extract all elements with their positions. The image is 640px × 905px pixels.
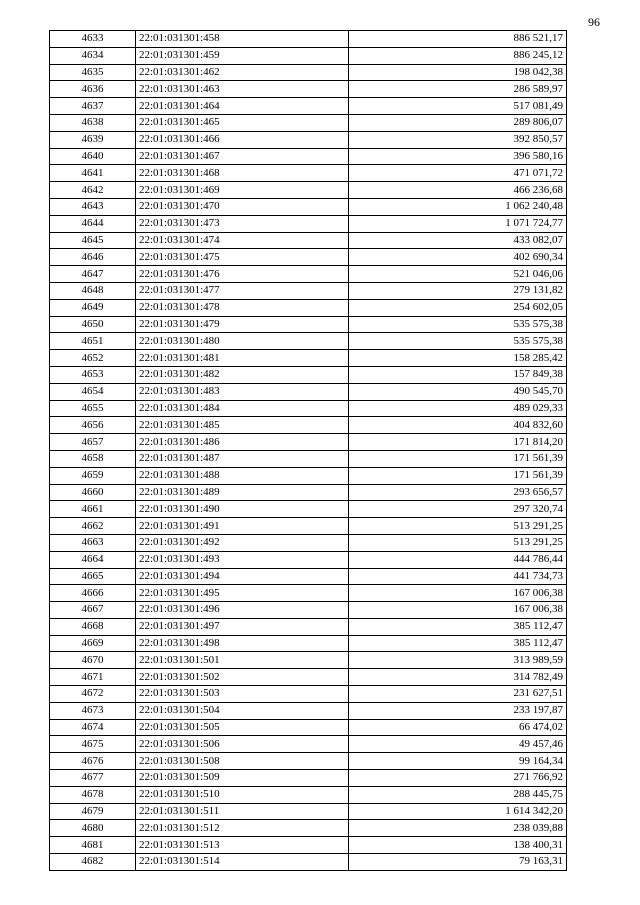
table-row	[50, 635, 567, 652]
cadastral-number-cell: 22:01:031301:479	[136, 316, 349, 333]
cadastral-number-cell: 22:01:031301:484	[136, 400, 349, 417]
cadastral-value-cell: 404 832,60	[349, 417, 567, 434]
row-number-cell: 4635	[50, 64, 136, 81]
row-number-cell: 4682	[50, 854, 136, 871]
cadastral-value-cell: 396 580,16	[349, 148, 567, 165]
cadastral-value-cell: 198 042,38	[349, 64, 567, 81]
row-number-cell: 4680	[50, 820, 136, 837]
cadastral-number-cell: 22:01:031301:462	[136, 64, 349, 81]
table-row	[50, 114, 567, 131]
cadastral-number-cell: 22:01:031301:514	[136, 854, 349, 871]
table-row	[50, 518, 567, 535]
cadastral-number-cell: 22:01:031301:497	[136, 618, 349, 635]
row-number-cell: 4674	[50, 719, 136, 736]
table-row	[50, 618, 567, 635]
table-row	[50, 803, 567, 820]
row-number-cell: 4678	[50, 786, 136, 803]
row-number-cell: 4675	[50, 736, 136, 753]
cadastral-number-cell: 22:01:031301:491	[136, 518, 349, 535]
cadastral-number-cell: 22:01:031301:511	[136, 803, 349, 820]
cadastral-value-cell: 289 806,07	[349, 114, 567, 131]
row-number-cell: 4666	[50, 585, 136, 602]
cadastral-value-cell: 490 545,70	[349, 383, 567, 400]
table-row	[50, 182, 567, 199]
row-number-cell: 4667	[50, 602, 136, 619]
table-row	[50, 47, 567, 64]
table-row	[50, 64, 567, 81]
row-number-cell: 4637	[50, 98, 136, 115]
row-number-cell: 4669	[50, 635, 136, 652]
row-number-cell: 4652	[50, 350, 136, 367]
table-row	[50, 702, 567, 719]
row-number-cell: 4640	[50, 148, 136, 165]
table-row	[50, 736, 567, 753]
cadastral-number-cell: 22:01:031301:490	[136, 501, 349, 518]
table-row	[50, 467, 567, 484]
cadastral-value-cell: 1 062 240,48	[349, 198, 567, 215]
row-number-cell: 4681	[50, 837, 136, 854]
cadastral-number-cell: 22:01:031301:470	[136, 198, 349, 215]
cadastral-value-cell: 254 602,05	[349, 299, 567, 316]
cadastral-value-cell: 444 786,44	[349, 551, 567, 568]
cadastral-number-cell: 22:01:031301:469	[136, 182, 349, 199]
table-row	[50, 501, 567, 518]
table-row	[50, 383, 567, 400]
table-row	[50, 98, 567, 115]
cadastral-number-cell: 22:01:031301:501	[136, 652, 349, 669]
cadastral-value-cell: 441 734,73	[349, 568, 567, 585]
row-number-cell: 4677	[50, 770, 136, 787]
table-row	[50, 770, 567, 787]
cadastral-value-cell: 1 071 724,77	[349, 215, 567, 232]
cadastral-number-cell: 22:01:031301:494	[136, 568, 349, 585]
row-number-cell: 4644	[50, 215, 136, 232]
cadastral-number-cell: 22:01:031301:463	[136, 81, 349, 98]
table-row	[50, 484, 567, 501]
cadastral-value-cell: 271 766,92	[349, 770, 567, 787]
cadastral-number-cell: 22:01:031301:506	[136, 736, 349, 753]
cadastral-number-cell: 22:01:031301:480	[136, 333, 349, 350]
cadastral-value-cell: 157 849,38	[349, 366, 567, 383]
cadastral-value-cell: 1 614 342,20	[349, 803, 567, 820]
table-row	[50, 282, 567, 299]
cadastral-number-cell: 22:01:031301:496	[136, 602, 349, 619]
cadastral-number-cell: 22:01:031301:459	[136, 47, 349, 64]
cadastral-number-cell: 22:01:031301:505	[136, 719, 349, 736]
cadastral-number-cell: 22:01:031301:504	[136, 702, 349, 719]
table-row	[50, 786, 567, 803]
cadastral-value-cell: 313 989,59	[349, 652, 567, 669]
table-row	[50, 165, 567, 182]
cadastral-number-cell: 22:01:031301:487	[136, 450, 349, 467]
cadastral-number-cell: 22:01:031301:483	[136, 383, 349, 400]
table-row	[50, 585, 567, 602]
cadastral-number-cell: 22:01:031301:498	[136, 635, 349, 652]
cadastral-value-cell: 171 561,39	[349, 467, 567, 484]
cadastral-value-cell: 79 163,31	[349, 854, 567, 871]
row-number-cell: 4653	[50, 366, 136, 383]
row-number-cell: 4642	[50, 182, 136, 199]
cadastral-number-cell: 22:01:031301:475	[136, 249, 349, 266]
cadastral-value-cell: 517 081,49	[349, 98, 567, 115]
table-row	[50, 686, 567, 703]
table-row	[50, 266, 567, 283]
row-number-cell: 4657	[50, 434, 136, 451]
cadastral-value-cell: 513 291,25	[349, 534, 567, 551]
row-number-cell: 4670	[50, 652, 136, 669]
cadastral-value-cell: 392 850,57	[349, 131, 567, 148]
row-number-cell: 4655	[50, 400, 136, 417]
table-row	[50, 417, 567, 434]
table-row	[50, 249, 567, 266]
row-number-cell: 4646	[50, 249, 136, 266]
cadastral-number-cell: 22:01:031301:508	[136, 753, 349, 770]
row-number-cell: 4647	[50, 266, 136, 283]
row-number-cell: 4659	[50, 467, 136, 484]
cadastral-value-cell: 466 236,68	[349, 182, 567, 199]
page-number: 96	[588, 15, 600, 29]
cadastral-value-cell: 886 245,12	[349, 47, 567, 64]
cadastral-value-cell: 286 589,97	[349, 81, 567, 98]
cadastral-number-cell: 22:01:031301:468	[136, 165, 349, 182]
cadastral-value-cell: 279 131,82	[349, 282, 567, 299]
table-row	[50, 131, 567, 148]
cadastral-number-cell: 22:01:031301:488	[136, 467, 349, 484]
row-number-cell: 4641	[50, 165, 136, 182]
row-number-cell: 4664	[50, 551, 136, 568]
cadastral-number-cell: 22:01:031301:493	[136, 551, 349, 568]
table-row	[50, 81, 567, 98]
cadastral-number-cell: 22:01:031301:478	[136, 299, 349, 316]
table-body	[50, 31, 567, 871]
table-row	[50, 350, 567, 367]
table-row	[50, 198, 567, 215]
cadastral-number-cell: 22:01:031301:474	[136, 232, 349, 249]
table-row	[50, 316, 567, 333]
row-number-cell: 4654	[50, 383, 136, 400]
row-number-cell: 4649	[50, 299, 136, 316]
table-row	[50, 534, 567, 551]
table-row	[50, 148, 567, 165]
cadastral-number-cell: 22:01:031301:502	[136, 669, 349, 686]
cadastral-number-cell: 22:01:031301:489	[136, 484, 349, 501]
cadastral-value-cell: 138 400,31	[349, 837, 567, 854]
cadastral-value-table	[49, 30, 567, 871]
row-number-cell: 4656	[50, 417, 136, 434]
cadastral-number-cell: 22:01:031301:509	[136, 770, 349, 787]
row-number-cell: 4663	[50, 534, 136, 551]
cadastral-value-cell: 238 039,88	[349, 820, 567, 837]
table-row	[50, 753, 567, 770]
table-row	[50, 434, 567, 451]
cadastral-value-cell: 314 782,49	[349, 669, 567, 686]
cadastral-value-cell: 385 112,47	[349, 618, 567, 635]
row-number-cell: 4645	[50, 232, 136, 249]
table-row	[50, 400, 567, 417]
cadastral-number-cell: 22:01:031301:466	[136, 131, 349, 148]
cadastral-number-cell: 22:01:031301:467	[136, 148, 349, 165]
cadastral-value-cell: 167 006,38	[349, 602, 567, 619]
row-number-cell: 4648	[50, 282, 136, 299]
cadastral-value-cell: 433 082,07	[349, 232, 567, 249]
cadastral-value-cell: 233 197,87	[349, 702, 567, 719]
table-row	[50, 568, 567, 585]
cadastral-number-cell: 22:01:031301:492	[136, 534, 349, 551]
cadastral-value-cell: 293 656,57	[349, 484, 567, 501]
row-number-cell: 4661	[50, 501, 136, 518]
cadastral-value-cell: 535 575,38	[349, 333, 567, 350]
cadastral-number-cell: 22:01:031301:464	[136, 98, 349, 115]
table-row	[50, 837, 567, 854]
row-number-cell: 4676	[50, 753, 136, 770]
row-number-cell: 4650	[50, 316, 136, 333]
table-row	[50, 232, 567, 249]
cadastral-number-cell: 22:01:031301:510	[136, 786, 349, 803]
cadastral-value-cell: 886 521,17	[349, 31, 567, 48]
cadastral-value-cell: 171 814,20	[349, 434, 567, 451]
cadastral-value-cell: 471 071,72	[349, 165, 567, 182]
cadastral-value-cell: 167 006,38	[349, 585, 567, 602]
table-row	[50, 215, 567, 232]
cadastral-number-cell: 22:01:031301:465	[136, 114, 349, 131]
table-row	[50, 333, 567, 350]
table-row	[50, 31, 567, 48]
cadastral-value-cell: 513 291,25	[349, 518, 567, 535]
table-row	[50, 719, 567, 736]
table-row	[50, 854, 567, 871]
table-row	[50, 652, 567, 669]
cadastral-number-cell: 22:01:031301:503	[136, 686, 349, 703]
cadastral-number-cell: 22:01:031301:512	[136, 820, 349, 837]
cadastral-number-cell: 22:01:031301:513	[136, 837, 349, 854]
table-row	[50, 669, 567, 686]
row-number-cell: 4633	[50, 31, 136, 48]
cadastral-value-cell: 489 029,33	[349, 400, 567, 417]
cadastral-value-cell: 171 561,39	[349, 450, 567, 467]
cadastral-value-cell: 49 457,46	[349, 736, 567, 753]
table-row	[50, 551, 567, 568]
cadastral-value-cell: 402 690,34	[349, 249, 567, 266]
row-number-cell: 4668	[50, 618, 136, 635]
cadastral-value-cell: 99 164,34	[349, 753, 567, 770]
table-row	[50, 299, 567, 316]
row-number-cell: 4660	[50, 484, 136, 501]
table-row	[50, 820, 567, 837]
row-number-cell: 4665	[50, 568, 136, 585]
row-number-cell: 4639	[50, 131, 136, 148]
row-number-cell: 4643	[50, 198, 136, 215]
cadastral-value-cell: 385 112,47	[349, 635, 567, 652]
cadastral-value-cell: 66 474,02	[349, 719, 567, 736]
cadastral-value-cell: 521 046,06	[349, 266, 567, 283]
cadastral-number-cell: 22:01:031301:482	[136, 366, 349, 383]
table-row	[50, 450, 567, 467]
cadastral-number-cell: 22:01:031301:476	[136, 266, 349, 283]
row-number-cell: 4673	[50, 702, 136, 719]
row-number-cell: 4638	[50, 114, 136, 131]
row-number-cell: 4679	[50, 803, 136, 820]
cadastral-number-cell: 22:01:031301:481	[136, 350, 349, 367]
cadastral-value-cell: 535 575,38	[349, 316, 567, 333]
cadastral-number-cell: 22:01:031301:486	[136, 434, 349, 451]
row-number-cell: 4672	[50, 686, 136, 703]
row-number-cell: 4636	[50, 81, 136, 98]
cadastral-value-cell: 297 320,74	[349, 501, 567, 518]
cadastral-value-cell: 288 445,75	[349, 786, 567, 803]
row-number-cell: 4651	[50, 333, 136, 350]
cadastral-value-cell: 231 627,51	[349, 686, 567, 703]
row-number-cell: 4671	[50, 669, 136, 686]
row-number-cell: 4634	[50, 47, 136, 64]
cadastral-number-cell: 22:01:031301:495	[136, 585, 349, 602]
cadastral-number-cell: 22:01:031301:473	[136, 215, 349, 232]
table-row	[50, 366, 567, 383]
cadastral-number-cell: 22:01:031301:477	[136, 282, 349, 299]
row-number-cell: 4662	[50, 518, 136, 535]
cadastral-value-cell: 158 285,42	[349, 350, 567, 367]
table-row	[50, 602, 567, 619]
cadastral-number-cell: 22:01:031301:458	[136, 31, 349, 48]
cadastral-number-cell: 22:01:031301:485	[136, 417, 349, 434]
row-number-cell: 4658	[50, 450, 136, 467]
